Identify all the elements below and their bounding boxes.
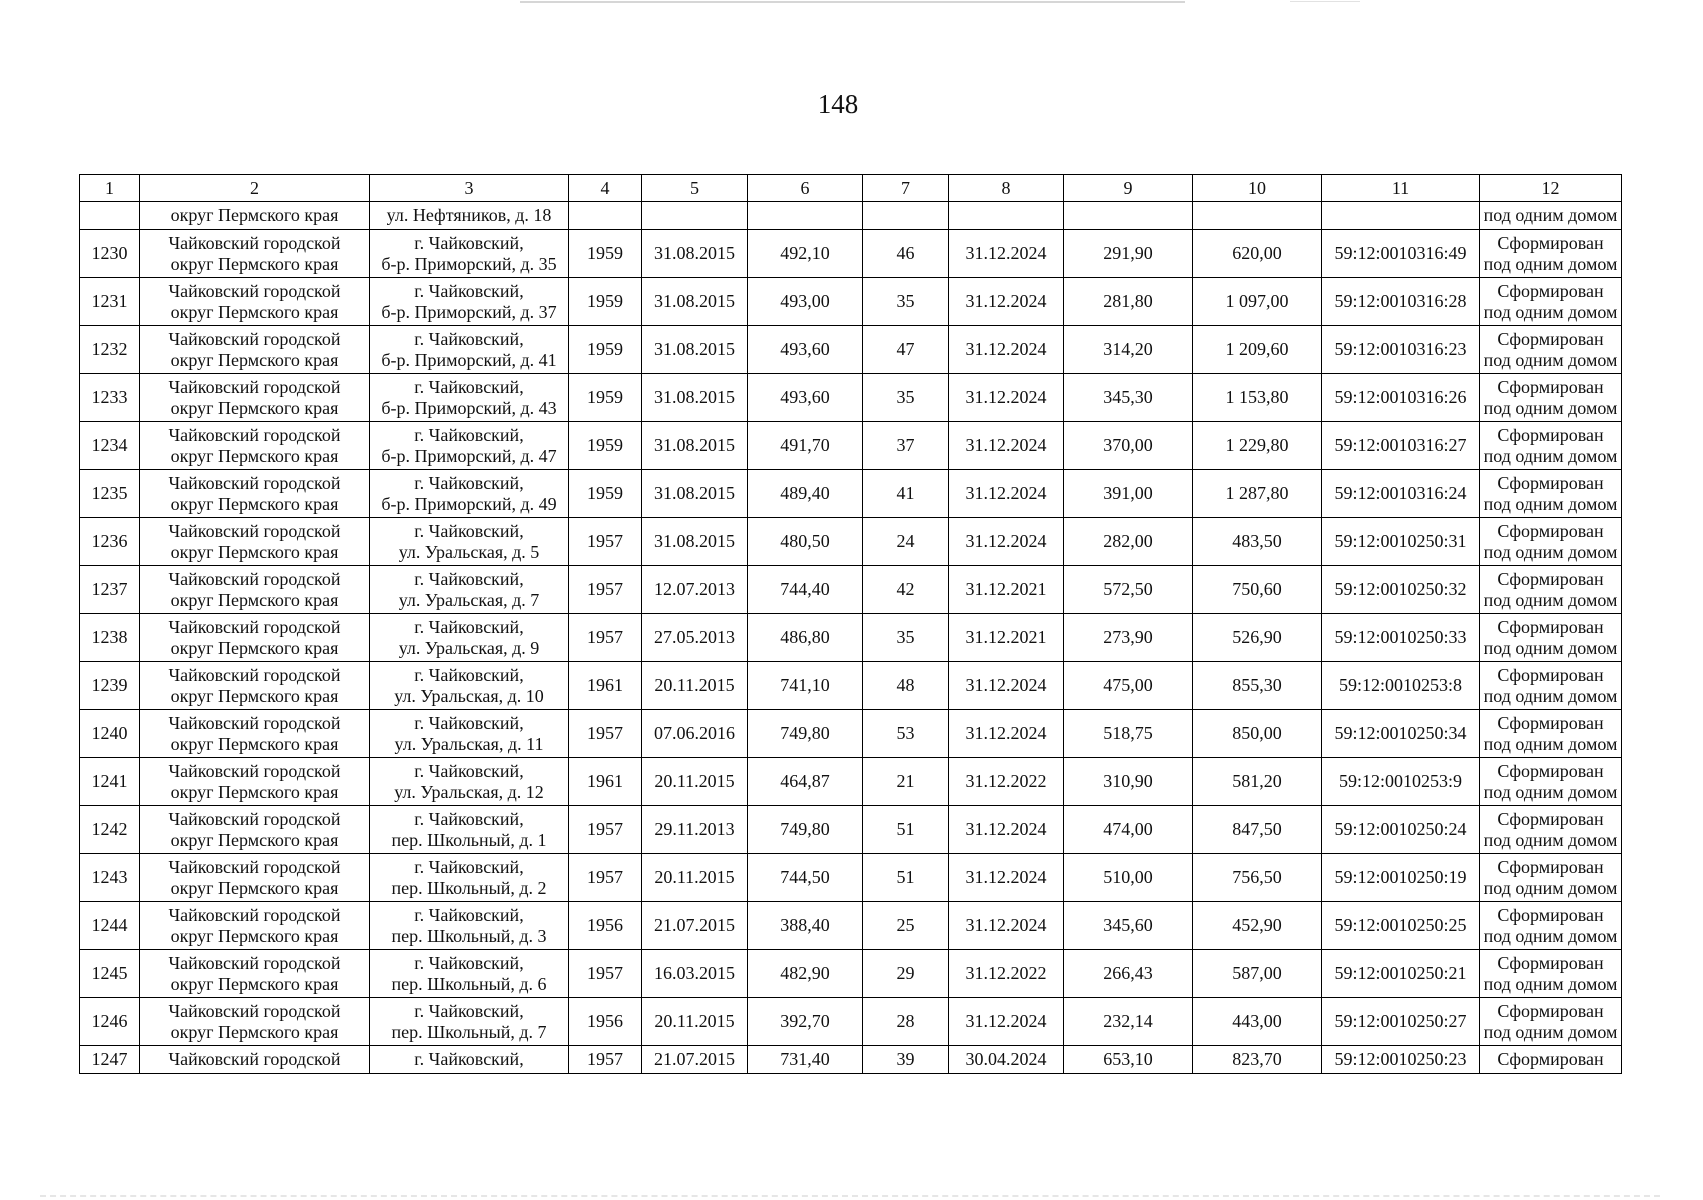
row-number-cell: 1236 [80,518,140,566]
housing-register-table [79,174,1622,1074]
living-area-cell: 345,60 [1064,902,1193,950]
area-cell: 493,00 [748,278,863,326]
area-cell: 388,40 [748,902,863,950]
date-cell: 31.08.2015 [642,374,748,422]
column-header-11: 11 [1322,175,1480,202]
cadastral-number-cell: 59:12:0010253:9 [1322,758,1480,806]
living-area-cell: 391,00 [1064,470,1193,518]
address-cell: г. Чайковский, пер. Школьный, д. 2 [370,854,569,902]
cadastral-number-cell: 59:12:0010316:28 [1322,278,1480,326]
year-cell: 1957 [569,518,642,566]
table-row [80,422,1622,470]
scan-edge-top [520,1,1185,3]
table-row [80,710,1622,758]
municipality-cell: Чайковский городской округ Пермского края [140,662,370,710]
cadastral-number-cell: 59:12:0010316:26 [1322,374,1480,422]
count-cell: 35 [863,614,949,662]
row-number-cell: 1234 [80,422,140,470]
land-area-cell: 756,50 [1193,854,1322,902]
row-number-cell: 1237 [80,566,140,614]
column-header-2: 2 [140,175,370,202]
living-area-cell: 282,00 [1064,518,1193,566]
table-row [80,202,1622,230]
deadline-date-cell: 31.12.2021 [949,566,1064,614]
address-cell: г. Чайковский, пер. Школьный, д. 3 [370,902,569,950]
count-cell: 51 [863,854,949,902]
table-row [80,326,1622,374]
date-cell: 29.11.2013 [642,806,748,854]
address-cell: ул. Нефтяников, д. 18 [370,202,569,230]
deadline-date-cell: 31.12.2022 [949,758,1064,806]
municipality-cell: Чайковский городской округ Пермского края [140,518,370,566]
column-number-row [80,175,1622,202]
municipality-cell: Чайковский городской округ Пермского края [140,998,370,1046]
year-cell: 1957 [569,614,642,662]
land-status-cell: Сформирован под одним домом [1480,806,1622,854]
land-status-cell: Сформирован под одним домом [1480,902,1622,950]
land-status-cell: Сформирован под одним домом [1480,326,1622,374]
cadastral-number-cell: 59:12:0010250:21 [1322,950,1480,998]
date-cell: 27.05.2013 [642,614,748,662]
municipality-cell: Чайковский городской округ Пермского края [140,950,370,998]
row-number-cell: 1246 [80,998,140,1046]
date-cell: 12.07.2013 [642,566,748,614]
column-header-5: 5 [642,175,748,202]
table-row [80,470,1622,518]
count-cell: 51 [863,806,949,854]
area-cell: 482,90 [748,950,863,998]
living-area-cell: 474,00 [1064,806,1193,854]
municipality-cell: Чайковский городской округ Пермского края [140,710,370,758]
cadastral-number-cell: 59:12:0010250:34 [1322,710,1480,758]
year-cell: 1957 [569,854,642,902]
date-cell: 31.08.2015 [642,326,748,374]
table-body [80,202,1622,1074]
land-status-cell: Сформирован под одним домом [1480,470,1622,518]
land-status-cell: Сформирован под одним домом [1480,566,1622,614]
row-number-cell: 1230 [80,230,140,278]
year-cell: 1959 [569,230,642,278]
living-area-cell: 266,43 [1064,950,1193,998]
cadastral-number-cell: 59:12:0010250:32 [1322,566,1480,614]
date-cell [642,202,748,230]
address-cell: г. Чайковский, б-р. Приморский, д. 37 [370,278,569,326]
municipality-cell: Чайковский городской округ Пермского края [140,758,370,806]
cadastral-number-cell: 59:12:0010316:23 [1322,326,1480,374]
table-row [80,950,1622,998]
address-cell: г. Чайковский, ул. Уральская, д. 5 [370,518,569,566]
deadline-date-cell: 31.12.2024 [949,422,1064,470]
row-number-cell: 1232 [80,326,140,374]
column-header-8: 8 [949,175,1064,202]
row-number-cell: 1247 [80,1046,140,1074]
year-cell: 1961 [569,662,642,710]
table-row [80,806,1622,854]
year-cell: 1959 [569,278,642,326]
address-cell: г. Чайковский, б-р. Приморский, д. 41 [370,326,569,374]
land-status-cell: Сформирован под одним домом [1480,374,1622,422]
table-header [80,175,1622,202]
land-status-cell: Сформирован под одним домом [1480,278,1622,326]
count-cell: 47 [863,326,949,374]
count-cell: 53 [863,710,949,758]
row-number-cell: 1235 [80,470,140,518]
deadline-date-cell: 31.12.2024 [949,470,1064,518]
year-cell: 1959 [569,326,642,374]
count-cell: 41 [863,470,949,518]
living-area-cell: 518,75 [1064,710,1193,758]
municipality-cell: Чайковский городской [140,1046,370,1074]
table-row [80,518,1622,566]
row-number-cell: 1245 [80,950,140,998]
date-cell: 31.08.2015 [642,518,748,566]
living-area-cell: 572,50 [1064,566,1193,614]
area-cell: 480,50 [748,518,863,566]
row-number-cell: 1244 [80,902,140,950]
table-row [80,902,1622,950]
cadastral-number-cell: 59:12:0010250:31 [1322,518,1480,566]
address-cell: г. Чайковский, ул. Уральская, д. 7 [370,566,569,614]
land-area-cell: 1 209,60 [1193,326,1322,374]
deadline-date-cell: 31.12.2024 [949,230,1064,278]
land-area-cell: 1 153,80 [1193,374,1322,422]
address-cell: г. Чайковский, ул. Уральская, д. 12 [370,758,569,806]
year-cell: 1959 [569,470,642,518]
cadastral-number-cell: 59:12:0010316:27 [1322,422,1480,470]
municipality-cell: Чайковский городской округ Пермского края [140,566,370,614]
date-cell: 31.08.2015 [642,422,748,470]
address-cell: г. Чайковский, пер. Школьный, д. 1 [370,806,569,854]
cadastral-number-cell: 59:12:0010250:23 [1322,1046,1480,1074]
count-cell: 35 [863,278,949,326]
land-status-cell: Сформирован под одним домом [1480,230,1622,278]
row-number-cell: 1241 [80,758,140,806]
count-cell: 39 [863,1046,949,1074]
land-area-cell: 483,50 [1193,518,1322,566]
address-cell: г. Чайковский, пер. Школьный, д. 6 [370,950,569,998]
deadline-date-cell: 31.12.2024 [949,902,1064,950]
table-row [80,662,1622,710]
land-area-cell: 855,30 [1193,662,1322,710]
year-cell: 1961 [569,758,642,806]
column-header-4: 4 [569,175,642,202]
column-header-7: 7 [863,175,949,202]
living-area-cell: 291,90 [1064,230,1193,278]
count-cell: 21 [863,758,949,806]
land-status-cell: под одним домом [1480,202,1622,230]
area-cell: 731,40 [748,1046,863,1074]
date-cell: 07.06.2016 [642,710,748,758]
count-cell: 29 [863,950,949,998]
land-area-cell: 587,00 [1193,950,1322,998]
land-area-cell: 581,20 [1193,758,1322,806]
row-number-cell [80,202,140,230]
page-number: 148 [817,89,859,119]
row-number-cell: 1233 [80,374,140,422]
land-area-cell: 620,00 [1193,230,1322,278]
area-cell: 489,40 [748,470,863,518]
table-row [80,230,1622,278]
count-cell: 24 [863,518,949,566]
date-cell: 31.08.2015 [642,470,748,518]
municipality-cell: Чайковский городской округ Пермского края [140,326,370,374]
address-cell: г. Чайковский, б-р. Приморский, д. 43 [370,374,569,422]
cadastral-number-cell: 59:12:0010250:19 [1322,854,1480,902]
cadastral-number-cell: 59:12:0010250:25 [1322,902,1480,950]
land-area-cell: 526,90 [1193,614,1322,662]
date-cell: 16.03.2015 [642,950,748,998]
land-area-cell: 1 287,80 [1193,470,1322,518]
row-number-cell: 1240 [80,710,140,758]
column-header-3: 3 [370,175,569,202]
year-cell: 1959 [569,422,642,470]
area-cell: 486,80 [748,614,863,662]
year-cell: 1959 [569,374,642,422]
municipality-cell: Чайковский городской округ Пермского края [140,614,370,662]
municipality-cell: Чайковский городской округ Пермского края [140,806,370,854]
deadline-date-cell: 31.12.2024 [949,806,1064,854]
count-cell: 48 [863,662,949,710]
cadastral-number-cell [1322,202,1480,230]
area-cell: 744,40 [748,566,863,614]
column-header-6: 6 [748,175,863,202]
area-cell [748,202,863,230]
cadastral-number-cell: 59:12:0010250:27 [1322,998,1480,1046]
deadline-date-cell: 31.12.2022 [949,950,1064,998]
address-cell: г. Чайковский, пер. Школьный, д. 7 [370,998,569,1046]
land-status-cell: Сформирован под одним домом [1480,422,1622,470]
municipality-cell: округ Пермского края [140,202,370,230]
municipality-cell: Чайковский городской округ Пермского края [140,374,370,422]
year-cell: 1957 [569,806,642,854]
deadline-date-cell: 31.12.2024 [949,662,1064,710]
date-cell: 20.11.2015 [642,854,748,902]
address-cell: г. Чайковский, б-р. Приморский, д. 49 [370,470,569,518]
area-cell: 749,80 [748,710,863,758]
deadline-date-cell: 31.12.2024 [949,854,1064,902]
land-status-cell: Сформирован под одним домом [1480,758,1622,806]
land-area-cell: 1 097,00 [1193,278,1322,326]
address-cell: г. Чайковский, ул. Уральская, д. 9 [370,614,569,662]
year-cell: 1957 [569,566,642,614]
land-area-cell: 823,70 [1193,1046,1322,1074]
land-status-cell: Сформирован под одним домом [1480,662,1622,710]
municipality-cell: Чайковский городской округ Пермского края [140,278,370,326]
area-cell: 392,70 [748,998,863,1046]
living-area-cell: 310,90 [1064,758,1193,806]
area-cell: 464,87 [748,758,863,806]
address-cell: г. Чайковский, б-р. Приморский, д. 47 [370,422,569,470]
row-number-cell: 1231 [80,278,140,326]
table-row [80,566,1622,614]
year-cell: 1956 [569,998,642,1046]
date-cell: 21.07.2015 [642,1046,748,1074]
land-area-cell: 847,50 [1193,806,1322,854]
land-status-cell: Сформирован [1480,1046,1622,1074]
count-cell: 42 [863,566,949,614]
cadastral-number-cell: 59:12:0010316:24 [1322,470,1480,518]
date-cell: 20.11.2015 [642,998,748,1046]
table-row [80,1046,1622,1074]
area-cell: 493,60 [748,326,863,374]
column-header-10: 10 [1193,175,1322,202]
cadastral-number-cell: 59:12:0010316:49 [1322,230,1480,278]
land-area-cell: 1 229,80 [1193,422,1322,470]
land-status-cell: Сформирован под одним домом [1480,518,1622,566]
row-number-cell: 1238 [80,614,140,662]
date-cell: 21.07.2015 [642,902,748,950]
deadline-date-cell: 31.12.2024 [949,518,1064,566]
year-cell: 1957 [569,1046,642,1074]
date-cell: 20.11.2015 [642,758,748,806]
living-area-cell: 510,00 [1064,854,1193,902]
date-cell: 31.08.2015 [642,230,748,278]
table-row [80,374,1622,422]
deadline-date-cell: 31.12.2024 [949,326,1064,374]
deadline-date-cell: 31.12.2024 [949,710,1064,758]
area-cell: 492,10 [748,230,863,278]
living-area-cell: 232,14 [1064,998,1193,1046]
municipality-cell: Чайковский городской округ Пермского края [140,854,370,902]
year-cell: 1957 [569,710,642,758]
deadline-date-cell: 31.12.2024 [949,278,1064,326]
date-cell: 31.08.2015 [642,278,748,326]
area-cell: 491,70 [748,422,863,470]
living-area-cell: 281,80 [1064,278,1193,326]
count-cell: 46 [863,230,949,278]
column-header-1: 1 [80,175,140,202]
living-area-cell: 345,30 [1064,374,1193,422]
municipality-cell: Чайковский городской округ Пермского края [140,902,370,950]
row-number-cell: 1239 [80,662,140,710]
land-status-cell: Сформирован под одним домом [1480,854,1622,902]
living-area-cell: 273,90 [1064,614,1193,662]
year-cell: 1956 [569,902,642,950]
deadline-date-cell [949,202,1064,230]
municipality-cell: Чайковский городской округ Пермского края [140,422,370,470]
table-row [80,854,1622,902]
table-row [80,998,1622,1046]
municipality-cell: Чайковский городской округ Пермского края [140,230,370,278]
land-area-cell: 850,00 [1193,710,1322,758]
living-area-cell: 314,20 [1064,326,1193,374]
land-status-cell: Сформирован под одним домом [1480,614,1622,662]
deadline-date-cell: 31.12.2024 [949,374,1064,422]
count-cell: 25 [863,902,949,950]
row-number-cell: 1243 [80,854,140,902]
living-area-cell: 370,00 [1064,422,1193,470]
count-cell [863,202,949,230]
living-area-cell: 475,00 [1064,662,1193,710]
area-cell: 493,60 [748,374,863,422]
area-cell: 749,80 [748,806,863,854]
living-area-cell [1064,202,1193,230]
row-number-cell: 1242 [80,806,140,854]
date-cell: 20.11.2015 [642,662,748,710]
cadastral-number-cell: 59:12:0010250:24 [1322,806,1480,854]
land-area-cell: 452,90 [1193,902,1322,950]
deadline-date-cell: 31.12.2021 [949,614,1064,662]
cadastral-number-cell: 59:12:0010250:33 [1322,614,1480,662]
land-area-cell: 443,00 [1193,998,1322,1046]
area-cell: 741,10 [748,662,863,710]
scan-edge-top-right [1290,1,1360,2]
area-cell: 744,50 [748,854,863,902]
address-cell: г. Чайковский, [370,1046,569,1074]
living-area-cell: 653,10 [1064,1046,1193,1074]
year-cell: 1957 [569,950,642,998]
deadline-date-cell: 30.04.2024 [949,1046,1064,1074]
land-status-cell: Сформирован под одним домом [1480,710,1622,758]
cadastral-number-cell: 59:12:0010253:8 [1322,662,1480,710]
table-row [80,758,1622,806]
address-cell: г. Чайковский, б-р. Приморский, д. 35 [370,230,569,278]
municipality-cell: Чайковский городской округ Пермского края [140,470,370,518]
count-cell: 35 [863,374,949,422]
deadline-date-cell: 31.12.2024 [949,998,1064,1046]
table-row [80,278,1622,326]
table-row [80,614,1622,662]
land-area-cell: 750,60 [1193,566,1322,614]
address-cell: г. Чайковский, ул. Уральская, д. 10 [370,662,569,710]
land-status-cell: Сформирован под одним домом [1480,950,1622,998]
year-cell [569,202,642,230]
count-cell: 28 [863,998,949,1046]
column-header-12: 12 [1480,175,1622,202]
address-cell: г. Чайковский, ул. Уральская, д. 11 [370,710,569,758]
land-status-cell: Сформирован под одним домом [1480,998,1622,1046]
land-area-cell [1193,202,1322,230]
column-header-9: 9 [1064,175,1193,202]
scan-edge-bottom [40,1195,1660,1197]
count-cell: 37 [863,422,949,470]
